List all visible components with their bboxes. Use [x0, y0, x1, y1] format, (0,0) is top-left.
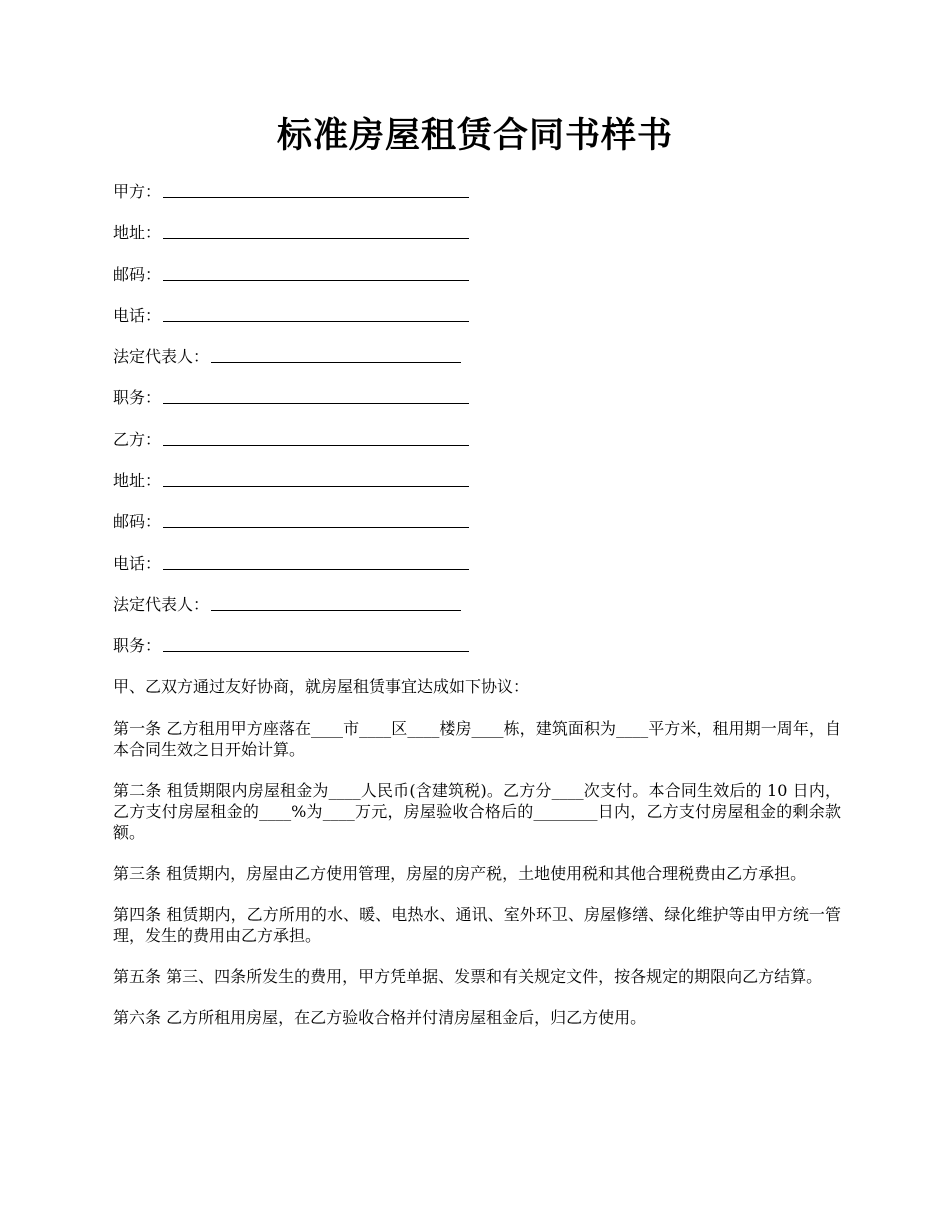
party-b-name-field	[113, 426, 833, 467]
article-4: 第四条 租赁期内，乙方所用的水、暖、电热水、通讯、室外环卫、房屋修缮、绿化维护等由甲方统一管理，发生的费用由乙方承担。	[113, 905, 841, 945]
party-b-legal-rep-field	[113, 591, 833, 632]
party-b-address-field	[113, 467, 833, 508]
contract-body	[113, 676, 841, 1048]
party-a-legal-rep-field	[113, 343, 833, 384]
field-label: 职务：	[113, 388, 162, 408]
article-2: 第二条 租赁期限内房屋租金为____人民币(含建筑税)。乙方分____次支付。本合同生效后的 10 日内，乙方支付房屋租金的____%为____万元，房屋验收合格后的________日内，乙方支付房屋租金的剩余款额。	[113, 781, 841, 842]
party-fields	[113, 178, 833, 674]
party-b-phone-field	[113, 550, 833, 591]
blank-line	[163, 384, 469, 404]
field-label: 法定代表人：	[113, 347, 210, 367]
blank-line	[211, 591, 461, 611]
field-label: 地址：	[113, 471, 162, 491]
party-a-postcode-field	[113, 261, 833, 302]
blank-line	[163, 219, 469, 239]
article-5: 第五条 第三、四条所发生的费用，甲方凭单据、发票和有关规定文件，按各规定的期限向乙方结算。	[113, 967, 823, 986]
field-label: 电话：	[113, 553, 162, 573]
field-label: 邮码：	[113, 264, 162, 284]
field-label: 甲方：	[113, 182, 162, 201]
party-a-phone-field	[113, 302, 833, 343]
blank-line	[163, 261, 469, 281]
party-a-position-field	[113, 384, 833, 425]
blank-line	[163, 508, 469, 528]
intro-paragraph: 甲、乙双方通过友好协商，就房屋租赁事宜达成如下协议：	[113, 677, 530, 696]
article-6: 第六条 乙方所租用房屋，在乙方验收合格并付清房屋租金后，归乙方使用。	[113, 1008, 647, 1027]
blank-line	[163, 426, 469, 446]
blank-line	[163, 467, 469, 487]
field-label: 地址：	[113, 223, 162, 243]
party-b-postcode-field	[113, 508, 833, 549]
blank-line	[163, 178, 469, 198]
party-a-address-field	[113, 219, 833, 260]
party-b-position-field	[113, 632, 833, 673]
field-label: 电话：	[113, 305, 162, 325]
field-label: 邮码：	[113, 512, 162, 532]
article-1: 第一条 乙方租用甲方座落在____市____区____楼房____栋，建筑面积为____平方米，租用期一周年，自本合同生效之日开始计算。	[113, 719, 841, 759]
field-label: 职务：	[113, 636, 162, 656]
party-a-name-field	[113, 178, 833, 219]
document-title: 标准房屋租赁合同书样书	[276, 115, 673, 156]
blank-line	[211, 343, 461, 363]
article-3: 第三条 租赁期内，房屋由乙方使用管理，房屋的房产税，土地使用税和其他合理税费由乙方承担。	[113, 864, 807, 883]
blank-line	[163, 302, 469, 322]
blank-line	[163, 550, 469, 570]
field-label: 法定代表人：	[113, 594, 210, 614]
blank-line	[163, 632, 469, 652]
field-label: 乙方：	[113, 429, 162, 449]
